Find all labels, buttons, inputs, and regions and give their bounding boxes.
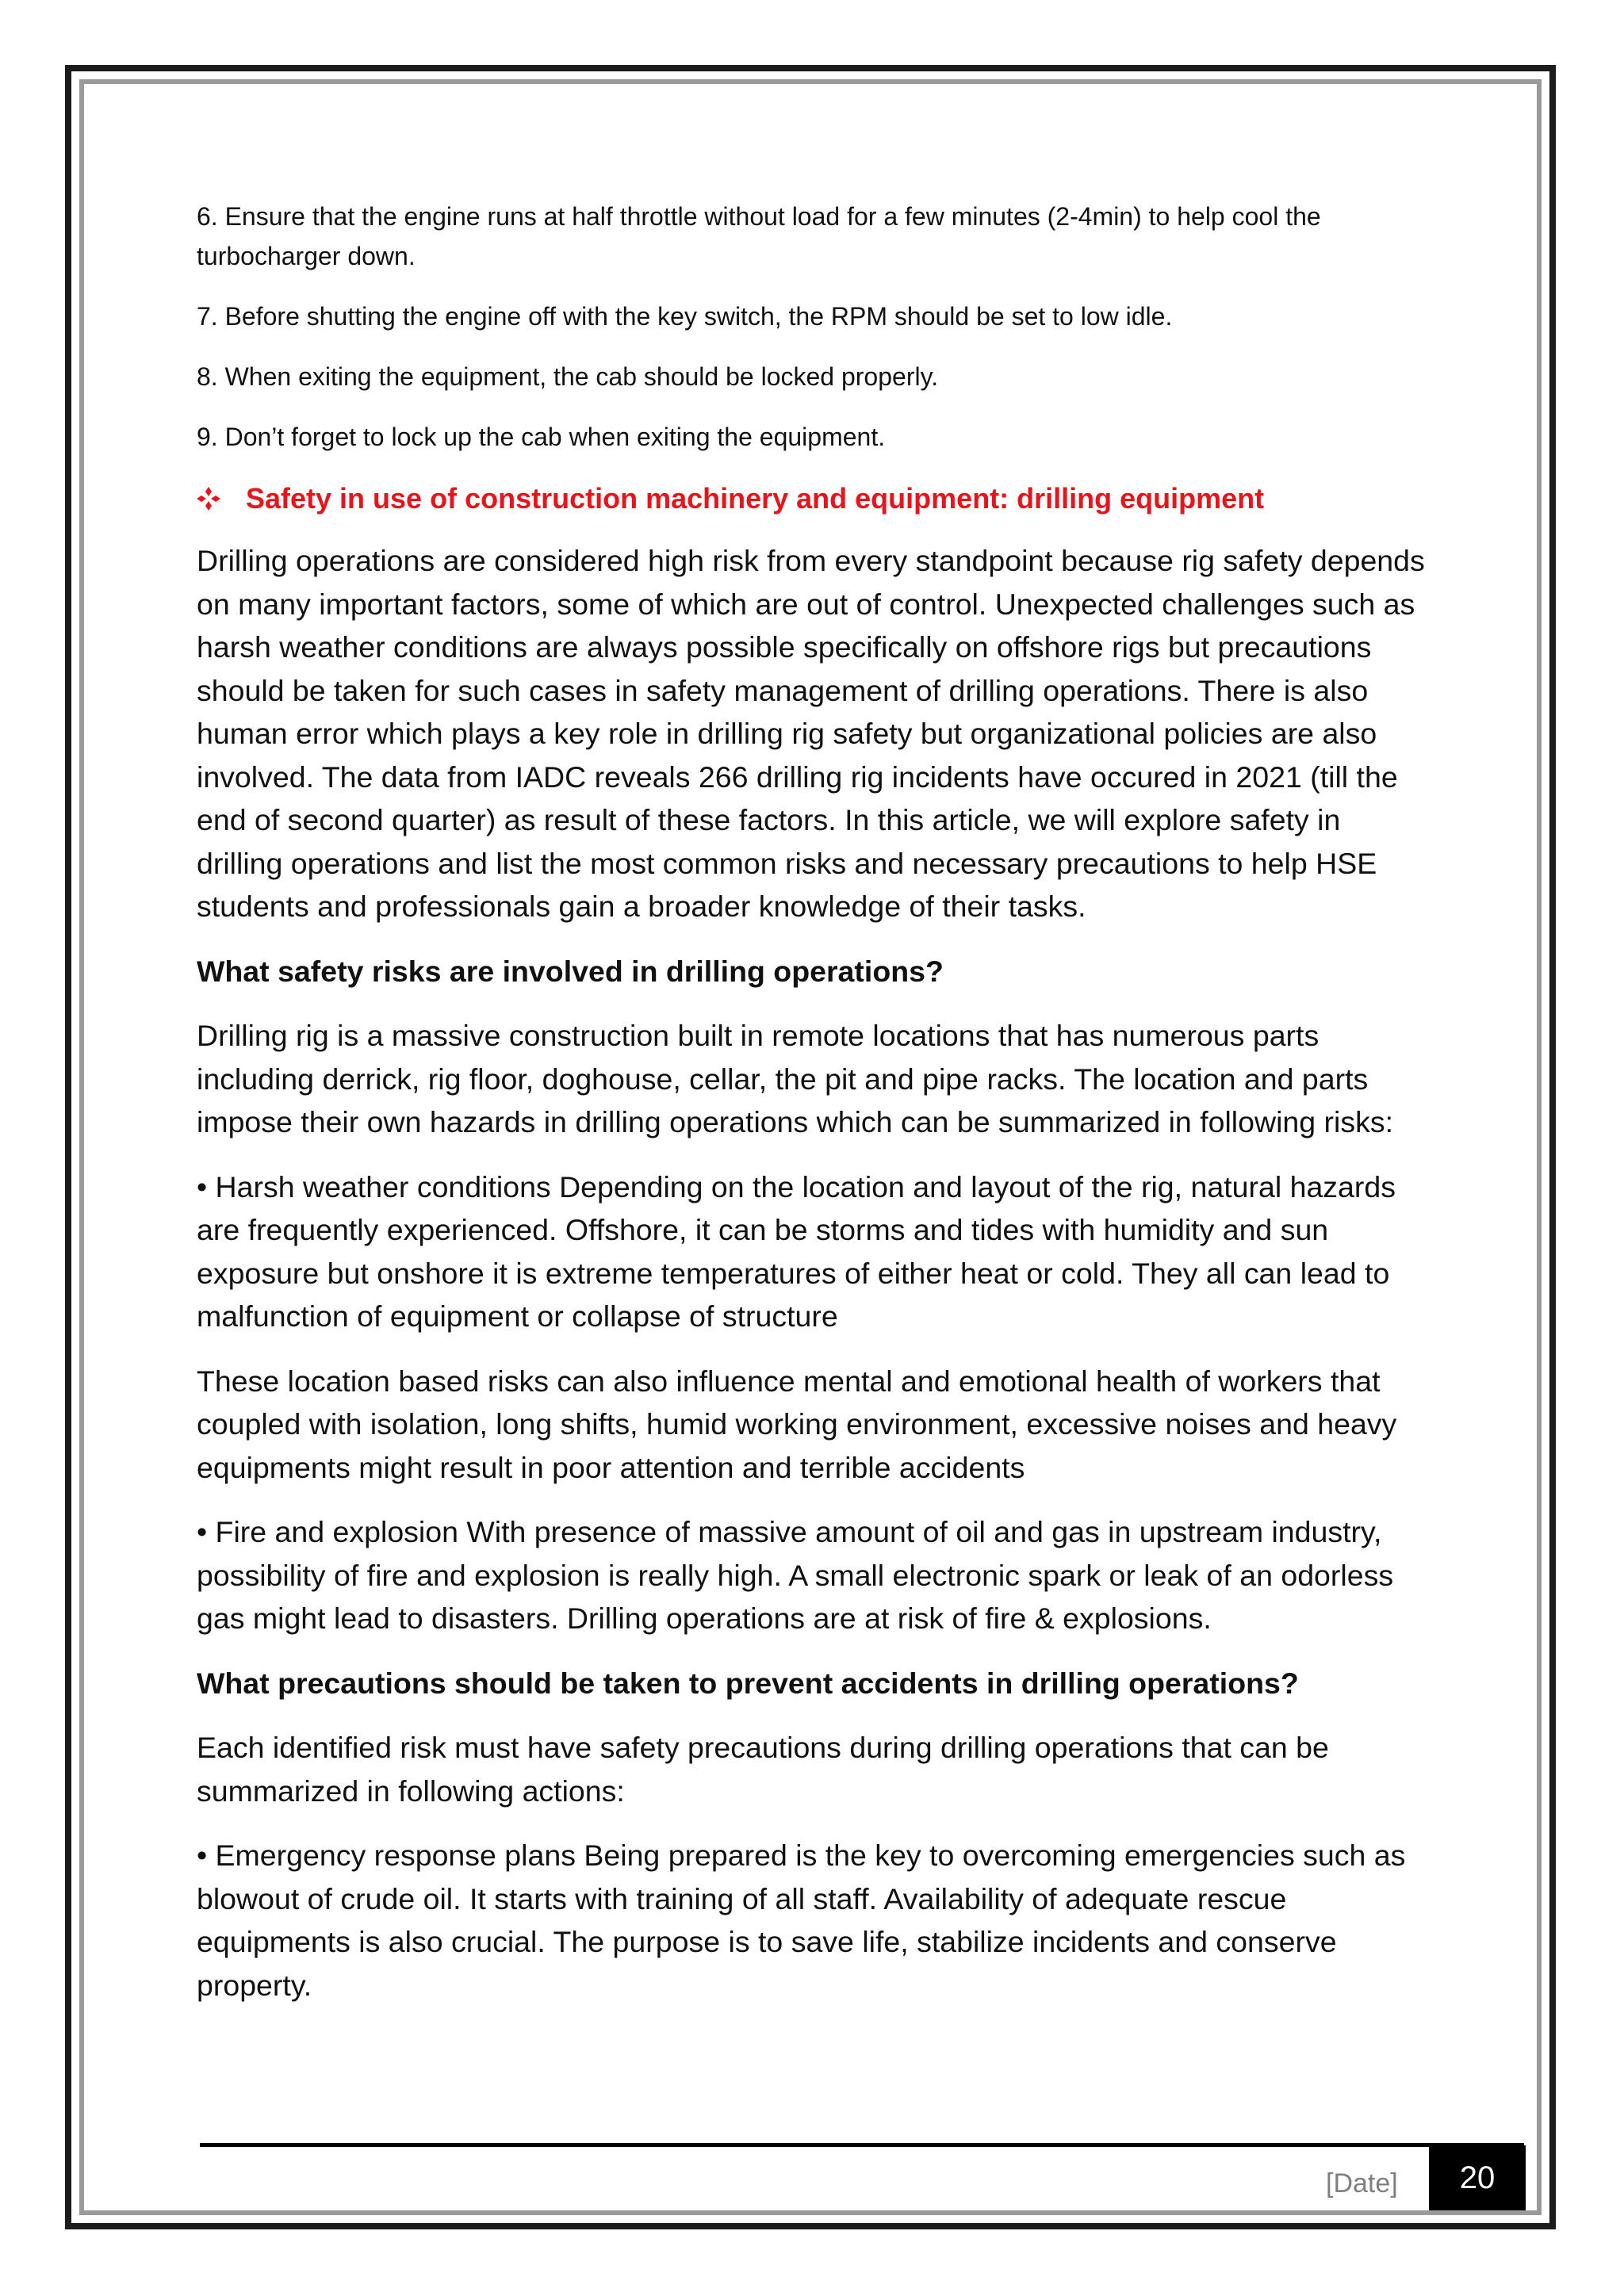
- list-item-9: 9. Don’t forget to lock up the cab when exiting the equipment.: [197, 423, 886, 451]
- risk-location-paragraph: These location based risks can also influence mental and emotional health of workers that coupled with isolation, long shifts, humid working environment, excessive noises and heavy equipments might result in poor attention and terrible accidents: [197, 1364, 1397, 1484]
- intro-paragraph: Drilling operations are considered high risk from every standpoint because rig safety depends on many important factors, some of which are out of control. Unexpected challenges such as harsh weather conditions are always possible specifically on offshore rigs but precautions should be taken for such cases in safety management of drilling operations. There is also human error which plays a key role in drilling rig safety but organizational policies are also involved. The data from IADC reveals 266 drilling rig incidents have occured in 2021 (till the end of second quarter) as result of these factors. In this article, we will explore safety in drilling operations and list the most common risks and necessary precautions to help HSE students and professionals gain a broader knowledge of their tasks.: [197, 544, 1425, 923]
- risk-fire-paragraph: • Fire and explosion With presence of massive amount of oil and gas in upstream industry, possibility of fire and explosion is really high. A small electronic spark or leak of an odorless gas might lead to disasters. Drilling operations are at risk of fire & explosions.: [197, 1515, 1394, 1635]
- section-heading-text: Safety in use of construction machinery and equipment: drilling equipment: [246, 482, 1265, 515]
- precautions-heading: What precautions should be taken to prevent accidents in drilling operations?: [197, 1666, 1299, 1700]
- risks-intro-paragraph: Drilling rig is a massive construction built in remote locations that has numerous parts including derrick, rig floor, doghouse, cellar, the pit and pipe racks. The location and parts impose their own hazards in drilling operations which can be summarized in following risks:: [197, 1019, 1394, 1138]
- list-item-7: 7. Before shutting the engine off with the key switch, the RPM should be set to low idle.: [197, 302, 1173, 331]
- precautions-intro-paragraph: Each identified risk must have safety precautions during drilling operations that can be summarized in following actions:: [197, 1731, 1329, 1808]
- precaution-emergency-paragraph: • Emergency response plans Being prepared is the key to overcoming emergencies such as blowout of crude oil. It starts with training of all staff. Availability of adequate rescue equipments is also crucial. The purpose is to save life, stabilize incidents and conserve property.: [197, 1839, 1406, 2002]
- footer-rule: [200, 2143, 1524, 2147]
- risks-heading: What safety risks are involved in drilling operations?: [197, 954, 944, 988]
- diamond-bullet-icon: [197, 487, 220, 511]
- list-item-8: 8. When exiting the equipment, the cab should be locked properly.: [197, 362, 939, 391]
- page-number: 20: [1429, 2145, 1526, 2210]
- footer-date: [Date]: [1326, 2168, 1398, 2198]
- risk-weather-paragraph: • Harsh weather conditions Depending on the location and layout of the rig, natural hazards are frequently experienced. Offshore, it can be storms and tides with humidity and sun exposure but onshore it is extreme temperatures of either heat or cold. They all can lead to malfunction of equipment or collapse of structure: [197, 1169, 1396, 1333]
- section-heading: [197, 477, 1434, 520]
- list-item-6: 6. Ensure that the engine runs at half throttle without load for a few minutes (2-4min) to help cool the turbocharger down.: [197, 202, 1321, 270]
- page-content: [197, 197, 1434, 2028]
